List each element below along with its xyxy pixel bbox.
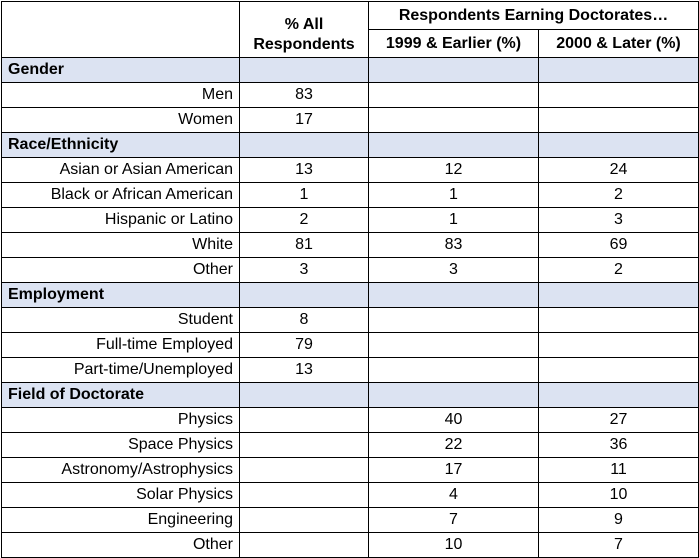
value-1999-earlier [369,83,539,108]
header-2000-later: 2000 & Later (%) [539,30,699,58]
value-1999-earlier: 10 [369,533,539,558]
row-label: Asian or Asian American [2,158,240,183]
value-all-respondents: 17 [240,108,369,133]
value-all-respondents [240,508,369,533]
section-filler-cell [369,283,539,308]
demographics-table [1,1,699,558]
value-all-respondents [240,483,369,508]
value-all-respondents: 13 [240,158,369,183]
value-2000-later: 11 [539,458,699,483]
row-label: Engineering [2,508,240,533]
value-1999-earlier [369,333,539,358]
value-2000-later [539,358,699,383]
row-label: Physics [2,408,240,433]
value-all-respondents: 13 [240,358,369,383]
value-all-respondents: 81 [240,233,369,258]
value-2000-later [539,333,699,358]
value-2000-later: 69 [539,233,699,258]
row-label: Black or African American [2,183,240,208]
value-1999-earlier: 83 [369,233,539,258]
value-1999-earlier: 3 [369,258,539,283]
value-all-respondents [240,408,369,433]
row-label: White [2,233,240,258]
value-1999-earlier [369,358,539,383]
table-row [2,533,699,558]
section-header-row [2,383,699,408]
table-row [2,508,699,533]
section-filler-cell [539,283,699,308]
row-label: Men [2,83,240,108]
value-2000-later [539,83,699,108]
value-all-respondents: 79 [240,333,369,358]
header-empty-cell [2,2,240,58]
section-header-row [2,58,699,83]
section-header-row [2,283,699,308]
table-row [2,183,699,208]
header-all-line1: % All [284,16,324,33]
section-filler-cell [240,283,369,308]
table-row [2,483,699,508]
table-row [2,358,699,383]
value-all-respondents: 3 [240,258,369,283]
header-doctorates-group: Respondents Earning Doctorates… [369,2,699,30]
section-filler-cell [240,383,369,408]
table-row [2,233,699,258]
row-label: Hispanic or Latino [2,208,240,233]
value-1999-earlier: 40 [369,408,539,433]
row-label: Astronomy/Astrophysics [2,458,240,483]
value-1999-earlier: 22 [369,433,539,458]
value-all-respondents: 2 [240,208,369,233]
header-all-respondents [240,2,369,58]
section-filler-cell [539,383,699,408]
value-1999-earlier: 4 [369,483,539,508]
table-row [2,308,699,333]
value-all-respondents [240,533,369,558]
section-title: Employment [2,283,240,308]
row-label: Women [2,108,240,133]
section-filler-cell [240,133,369,158]
section-filler-cell [369,58,539,83]
section-title: Race/Ethnicity [2,133,240,158]
section-filler-cell [369,383,539,408]
table-body [2,58,699,558]
table-row [2,108,699,133]
section-filler-cell [539,58,699,83]
value-1999-earlier: 12 [369,158,539,183]
value-all-respondents: 8 [240,308,369,333]
row-label: Student [2,308,240,333]
value-1999-earlier: 1 [369,208,539,233]
header-1999-earlier: 1999 & Earlier (%) [369,30,539,58]
value-2000-later [539,108,699,133]
value-2000-later: 24 [539,158,699,183]
header-all-line2: Respondents [253,36,355,53]
row-label: Other [2,533,240,558]
row-label: Part-time/Unemployed [2,358,240,383]
section-filler-cell [539,133,699,158]
value-2000-later [539,308,699,333]
table-row [2,258,699,283]
value-2000-later: 2 [539,258,699,283]
row-label: Space Physics [2,433,240,458]
row-label: Solar Physics [2,483,240,508]
value-2000-later: 7 [539,533,699,558]
table-row [2,208,699,233]
value-1999-earlier [369,108,539,133]
table-row [2,83,699,108]
value-2000-later: 2 [539,183,699,208]
row-label: Full-time Employed [2,333,240,358]
section-title: Gender [2,58,240,83]
table-row [2,458,699,483]
value-all-respondents [240,433,369,458]
value-1999-earlier: 1 [369,183,539,208]
value-1999-earlier: 17 [369,458,539,483]
value-all-respondents: 83 [240,83,369,108]
value-1999-earlier: 7 [369,508,539,533]
value-2000-later: 3 [539,208,699,233]
section-filler-cell [369,133,539,158]
section-title: Field of Doctorate [2,383,240,408]
table-row [2,158,699,183]
value-1999-earlier [369,308,539,333]
section-header-row [2,133,699,158]
table-row [2,333,699,358]
table-row [2,433,699,458]
table-row [2,408,699,433]
row-label: Other [2,258,240,283]
value-all-respondents: 1 [240,183,369,208]
section-filler-cell [240,58,369,83]
value-2000-later: 9 [539,508,699,533]
value-2000-later: 27 [539,408,699,433]
value-2000-later: 10 [539,483,699,508]
value-2000-later: 36 [539,433,699,458]
value-all-respondents [240,458,369,483]
